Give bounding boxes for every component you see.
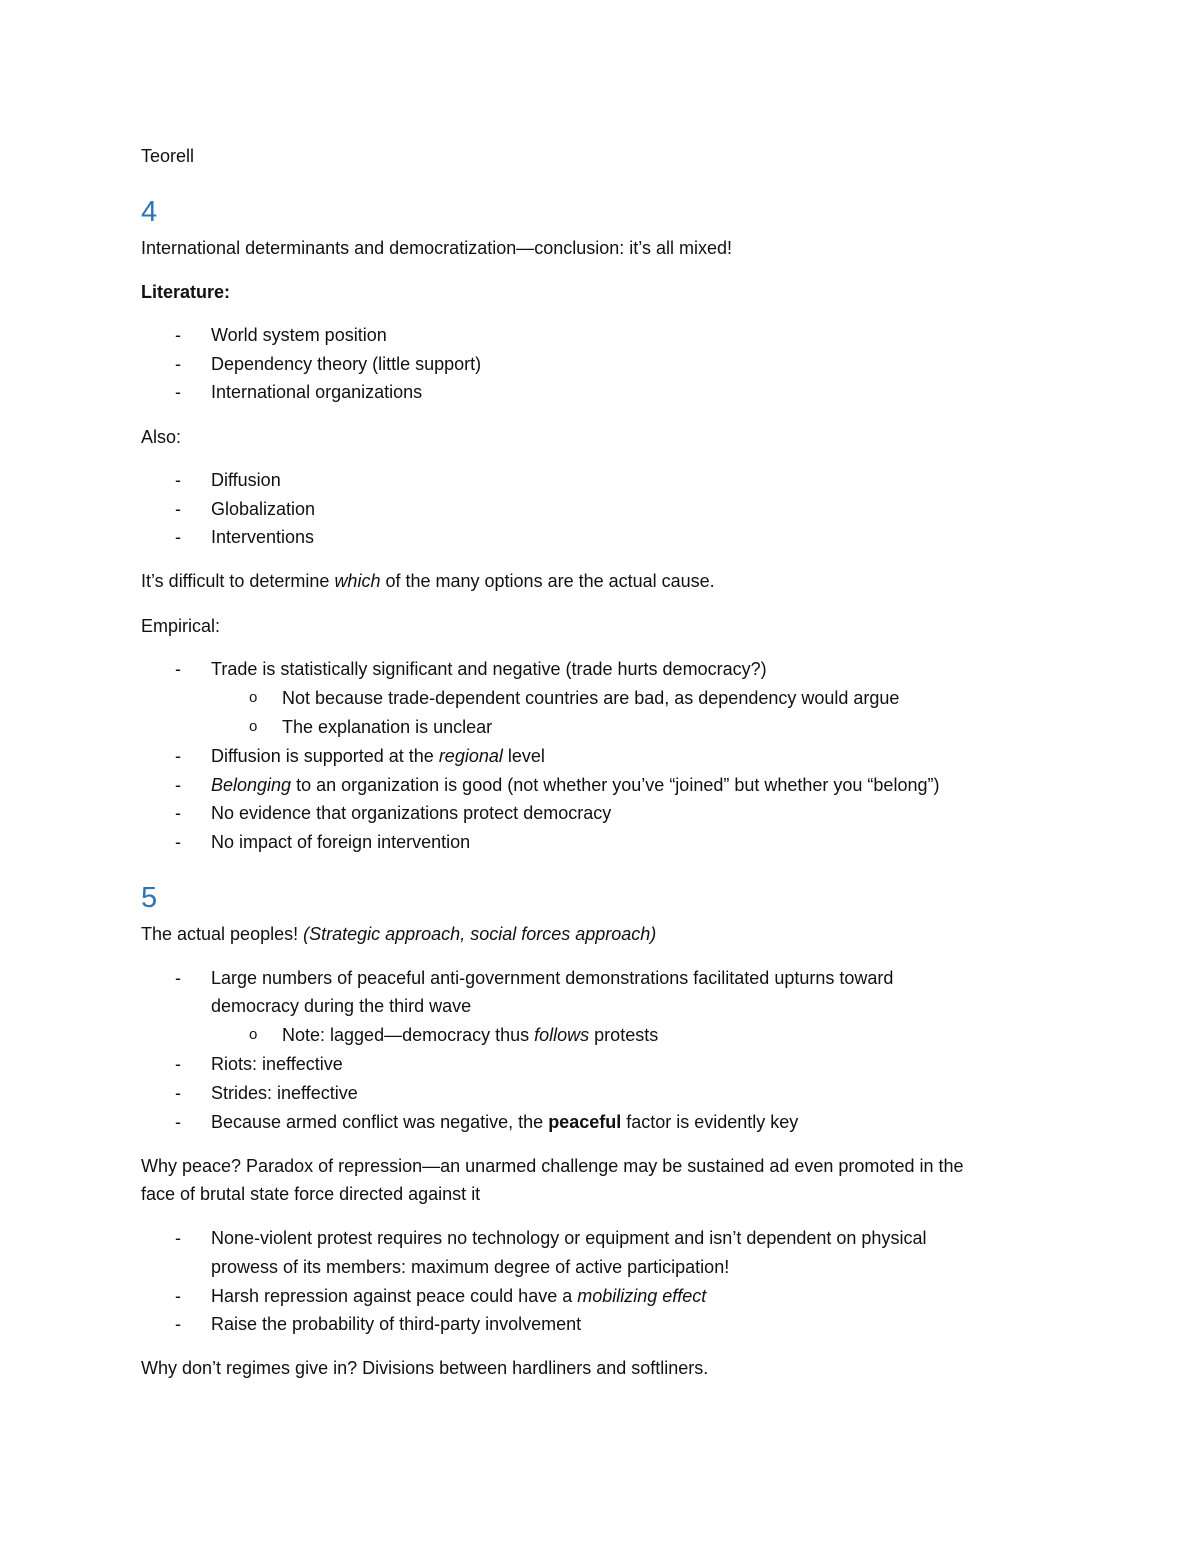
list-dash: -: [175, 325, 181, 345]
empirical-subitem: The explanation is unclear: [282, 717, 493, 737]
list-dash: -: [175, 470, 181, 490]
list-dash: -: [175, 354, 181, 374]
list-dash: -: [175, 832, 181, 852]
empirical-item: Belonging to an organization is good (not whether you’ve “joined” but whether you “belong”): [211, 775, 940, 795]
empirical-subitem: Not because trade-dependent countries are bad, as dependency would argue: [282, 688, 900, 708]
also-item: Diffusion: [211, 470, 281, 490]
section-4-intro: International determinants and democratization—conclusion: it’s all mixed!: [141, 238, 732, 258]
peoples-item: Riots: ineffective: [211, 1054, 343, 1074]
peoples-item-continued: democracy during the third wave: [211, 996, 472, 1016]
empirical-item: No impact of foreign intervention: [211, 832, 471, 852]
sub-bullet: o: [249, 718, 258, 735]
section-4-heading: 4: [141, 196, 158, 228]
peoples-item: Strides: ineffective: [211, 1083, 358, 1103]
list-dash: -: [175, 659, 181, 679]
list-dash: -: [175, 382, 181, 402]
list-dash: -: [175, 1286, 181, 1306]
why-peace-item: Raise the probability of third-party involvement: [211, 1314, 582, 1334]
peoples-item: Large numbers of peaceful anti-government demonstrations facilitated upturns toward: [211, 968, 894, 988]
section-5-heading: 5: [141, 882, 158, 914]
list-dash: -: [175, 499, 181, 519]
list-dash: -: [175, 1054, 181, 1074]
empirical-item: Trade is statistically significant and negative (trade hurts democracy?): [211, 659, 767, 679]
why-peace-item: Harsh repression against peace could have a mobilizing effect: [211, 1286, 707, 1306]
sub-bullet: o: [249, 1026, 258, 1043]
difficult-paragraph: It’s difficult to determine which of the many options are the actual cause.: [141, 571, 715, 591]
list-dash: -: [175, 803, 181, 823]
list-dash: -: [175, 1112, 181, 1132]
empirical-item: Diffusion is supported at the regional level: [211, 746, 545, 766]
why-peace-paragraph-continued: face of brutal state force directed against it: [141, 1184, 481, 1204]
empirical-item: No evidence that organizations protect democracy: [211, 803, 612, 823]
list-dash: -: [175, 968, 181, 988]
why-peace-item: None-violent protest requires no technology or equipment and isn’t dependent on physical: [211, 1228, 927, 1248]
why-peace-item-continued: prowess of its members: maximum degree of active participation!: [211, 1257, 730, 1277]
why-peace-paragraph: Why peace? Paradox of repression—an unarmed challenge may be sustained ad even promoted in the: [141, 1156, 964, 1176]
list-dash: -: [175, 1083, 181, 1103]
literature-item: Dependency theory (little support): [211, 354, 482, 374]
empirical-label: Empirical:: [141, 616, 221, 636]
literature-label: Literature:: [141, 282, 231, 302]
literature-item: World system position: [211, 325, 387, 345]
also-item: Interventions: [211, 527, 315, 547]
also-item: Globalization: [211, 499, 316, 519]
also-label: Also:: [141, 427, 182, 447]
peoples-item: Because armed conflict was negative, the peaceful factor is evidently key: [211, 1112, 799, 1132]
section-5-intro: The actual peoples! (Strategic approach, social forces approach): [141, 924, 657, 944]
literature-item: International organizations: [211, 382, 423, 402]
list-dash: -: [175, 1314, 181, 1334]
list-dash: -: [175, 775, 181, 795]
sub-bullet: o: [249, 689, 258, 706]
list-dash: -: [175, 527, 181, 547]
regimes-paragraph: Why don’t regimes give in? Divisions between hardliners and softliners.: [141, 1358, 709, 1378]
peoples-subitem: Note: lagged—democracy thus follows protests: [282, 1025, 659, 1045]
document-title: Teorell: [141, 146, 195, 166]
list-dash: -: [175, 746, 181, 766]
list-dash: -: [175, 1228, 181, 1248]
